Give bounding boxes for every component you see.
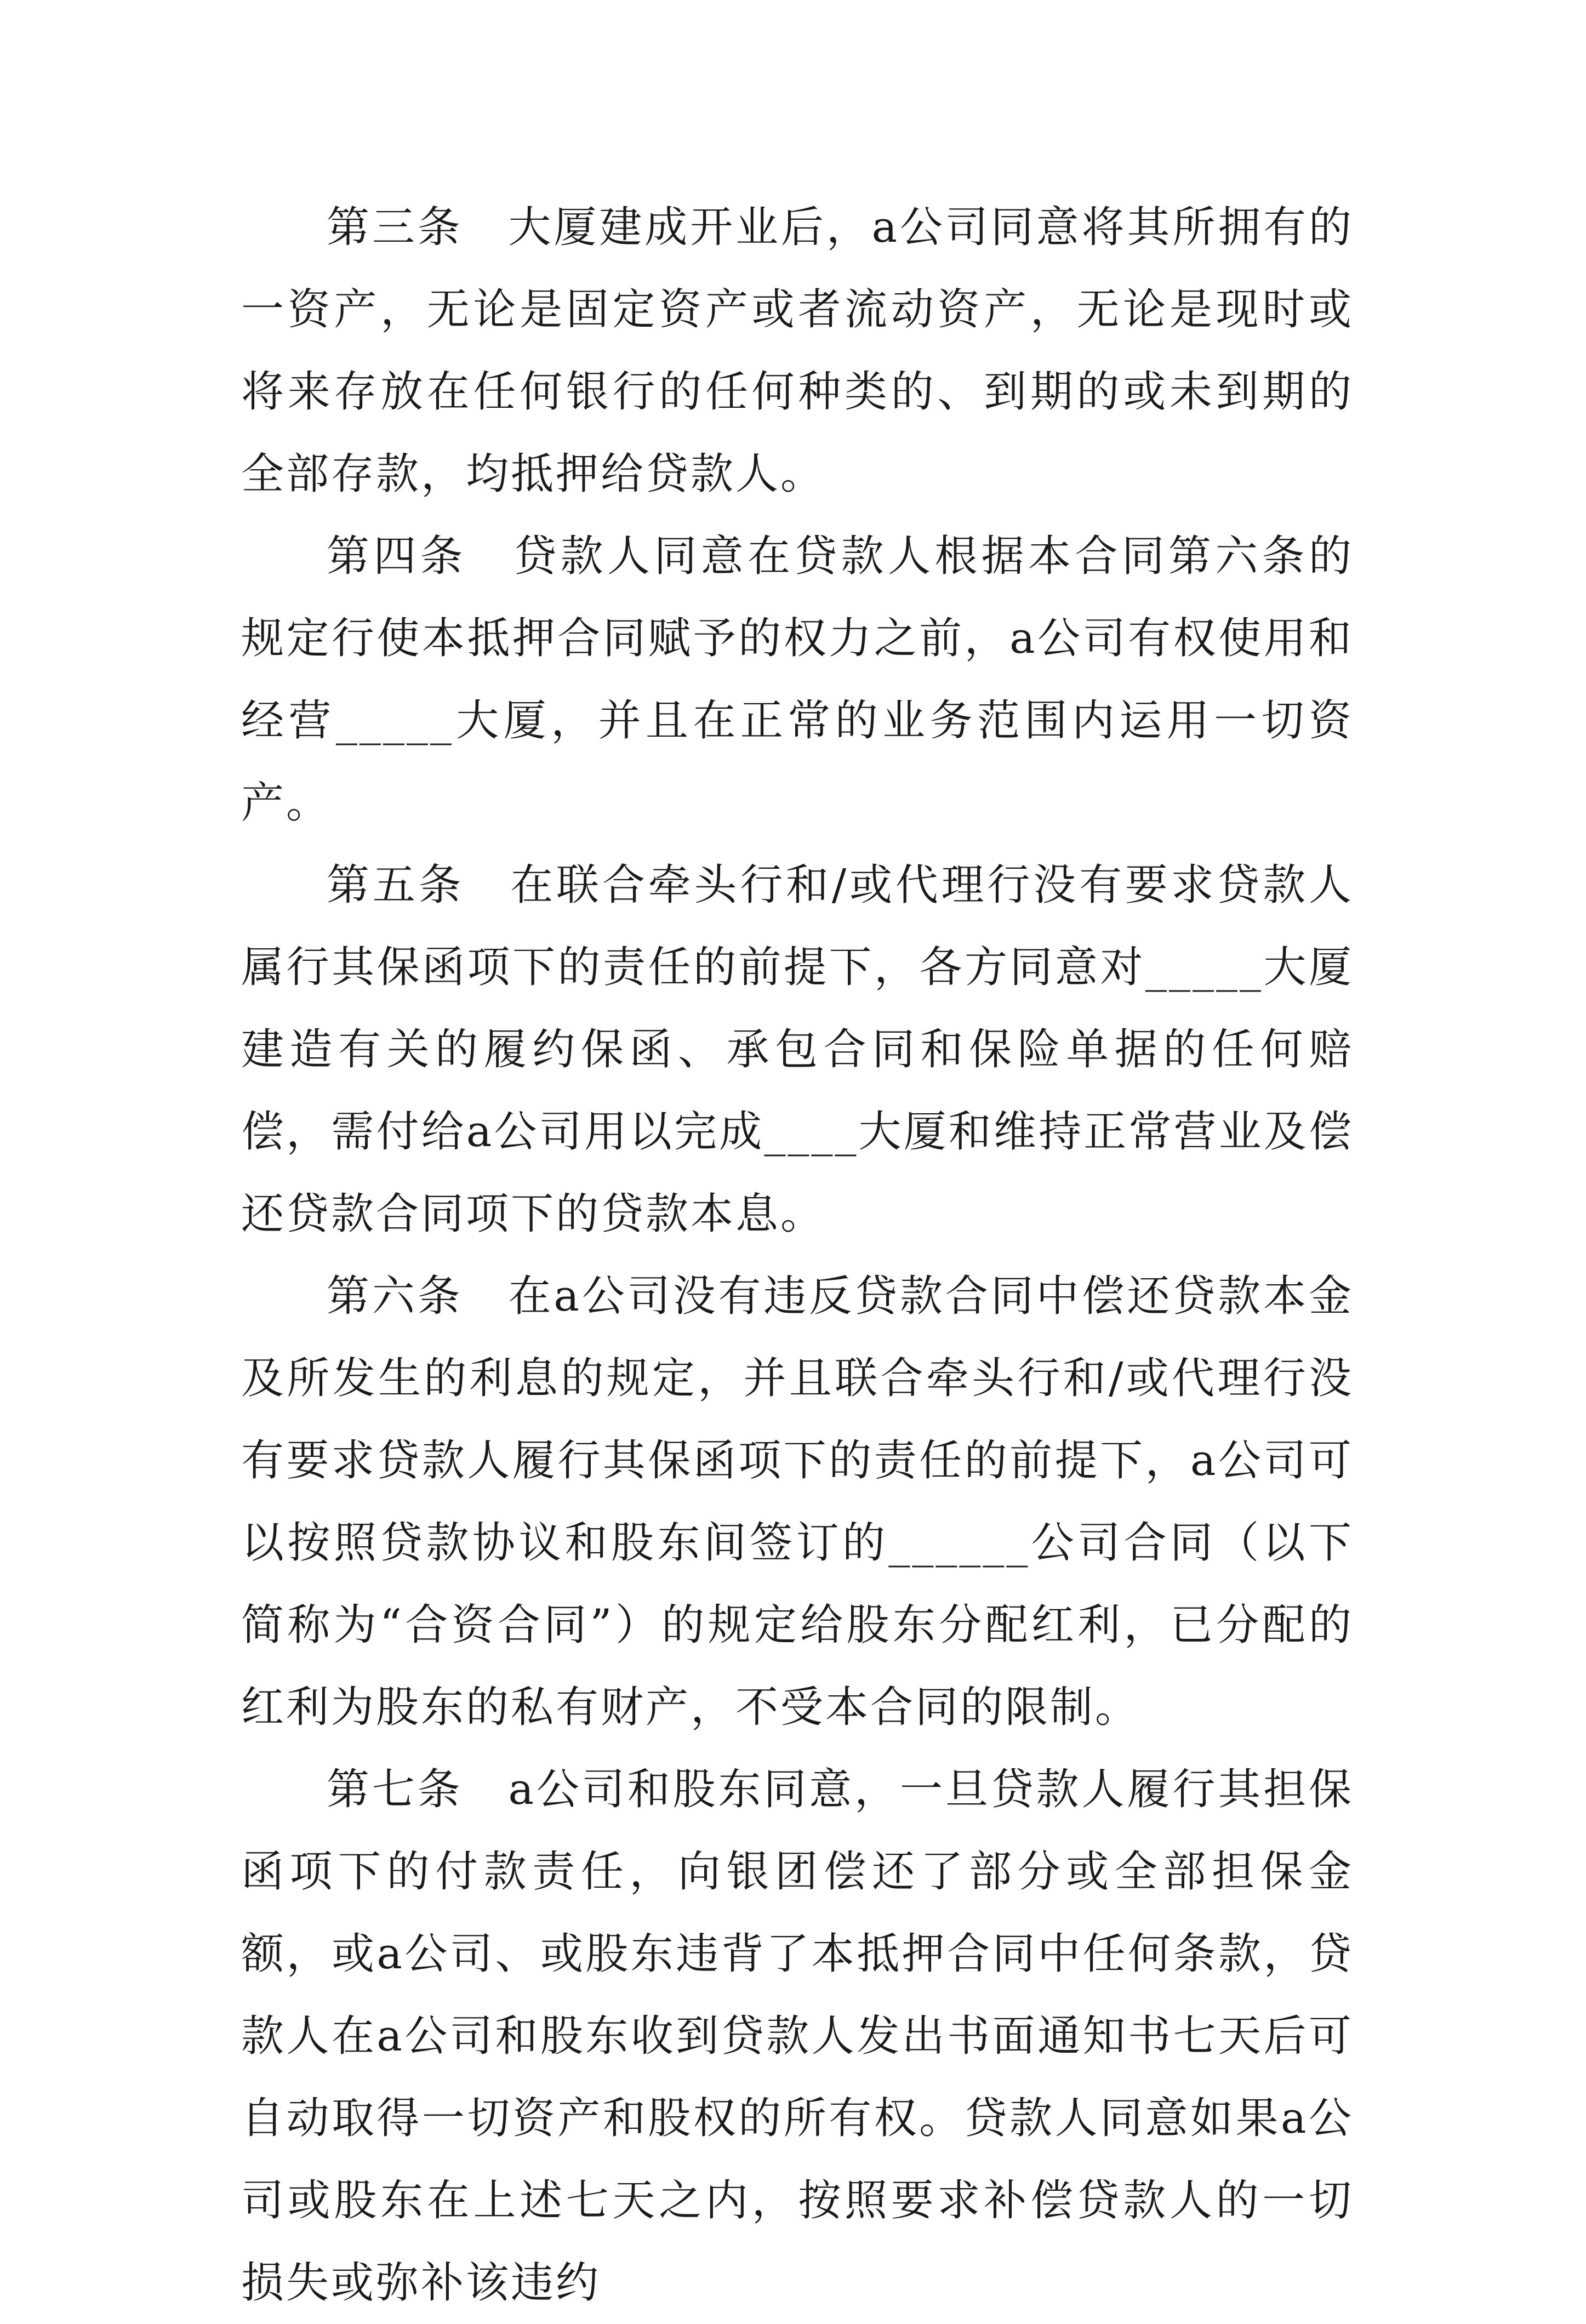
article-3-paragraph: 第三条 大厦建成开业后，a公司同意将其所拥有的一资产，无论是固定资产或者流动资产，无论是现时或将来存放在任何银行的任何种类的、到期的或未到期的全部存款，均抵押给贷款人。 [241, 203, 1354, 499]
article-4-paragraph: 第四条 贷款人同意在贷款人根据本合同第六条的规定行使本抵押合同赋予的权力之前，a公司有权使用和经营_____大厦，并且在正常的业务范围内运用一切资产。 [241, 532, 1354, 828]
article-7-paragraph: 第七条 a公司和股东同意，一旦贷款人履行其担保函项下的付款责任，向银团偿还了部分或全部担保金额，或a公司、或股东违背了本抵押合同中任何条款，贷款人在a公司和股东收到贷款人发出书面通知书七天后可自动取得一切资产和股权的所有权。贷款人同意如果a公司或股东在上述七天之内，按照要求补偿贷款人的一切损失或弥补该违约 [241, 1765, 1354, 2308]
document-body [241, 186, 1354, 2324]
article-5-paragraph: 第五条 在联合牵头行和/或代理行没有要求贷款人属行其保函项下的责任的前提下，各方同意对_____大厦建造有关的履约保函、承包合同和保险单据的任何赔偿，需付给a公司用以完成____大厦和维持正常营业及偿还贷款合同项下的贷款本息。 [241, 861, 1354, 1239]
article-6-paragraph: 第六条 在a公司没有违反贷款合同中偿还贷款本金及所发生的利息的规定，并且联合牵头行和/或代理行没有要求贷款人履行其保函项下的责任的前提下，a公司可以按照贷款协议和股东间签订的______公司合同（以下简称为“合资合同”）的规定给股东分配红利，已分配的红利为股东的私有财产，不受本合同的限制。 [241, 1272, 1354, 1732]
